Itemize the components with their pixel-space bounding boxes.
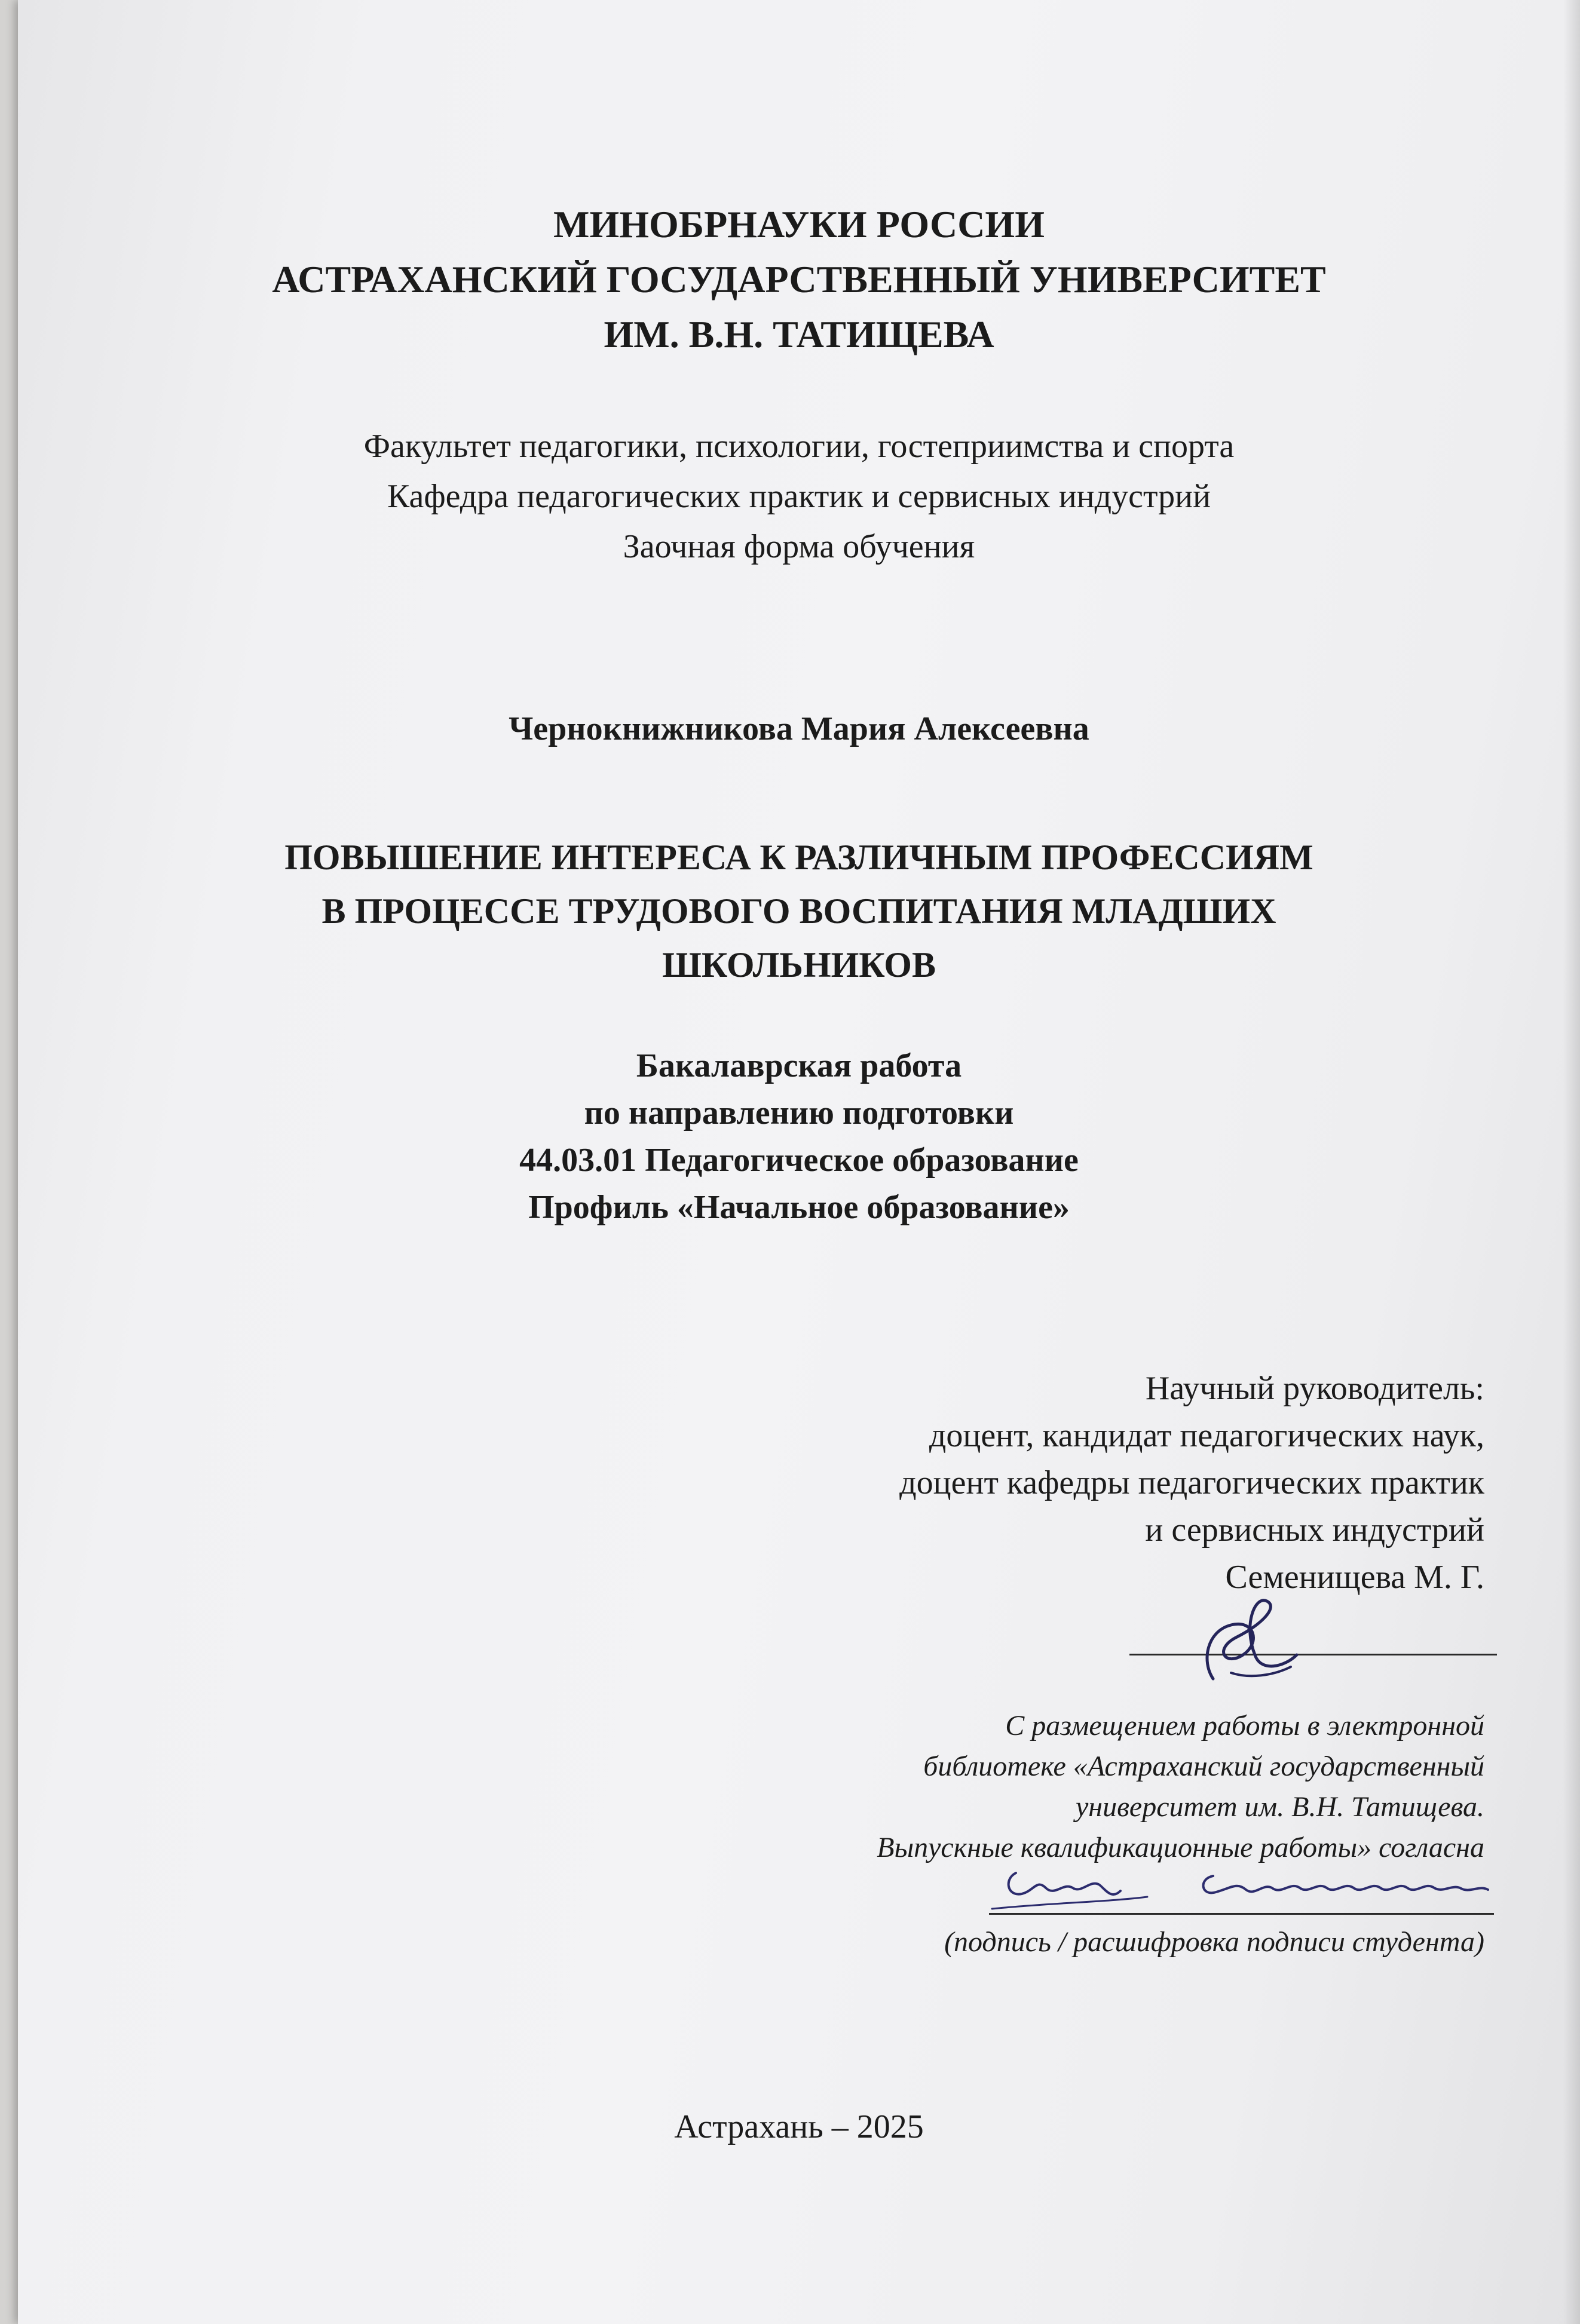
ministry-header	[18, 197, 1580, 362]
city-year: Астрахань – 2025	[674, 2108, 924, 2145]
supervisor-block	[899, 1365, 1484, 1601]
thesis-title-line: ПОВЫШЕНИЕ ИНТЕРЕСА К РАЗЛИЧНЫМ ПРОФЕССИЯМ	[284, 838, 1313, 877]
supervisor-name: Семенищева М. Г.	[1225, 1559, 1484, 1596]
supervisor-signature	[1189, 1589, 1321, 1697]
supervisor-line: и сервисных индустрий	[1145, 1511, 1484, 1549]
student-block	[18, 704, 1580, 754]
thesis-title	[18, 830, 1580, 992]
faculty-name: Факультет педагогики, психологии, гостеприимства и спорта	[363, 428, 1235, 465]
work-type-line: Бакалаврская работа	[636, 1047, 962, 1084]
department-info	[18, 421, 1580, 572]
signature-caption-block	[944, 1923, 1484, 1962]
chair-name: Кафедра педагогических практик и сервисных индустрий	[387, 478, 1211, 515]
title-page	[18, 0, 1580, 2324]
student-signature	[980, 1855, 1518, 1921]
university-name: АСТРАХАНСКИЙ ГОСУДАРСТВЕННЫЙ УНИВЕРСИТЕТ	[272, 258, 1326, 301]
consent-block	[877, 1706, 1484, 1868]
consent-line: библиотеке «Астраханский государственный	[923, 1750, 1484, 1782]
university-named-after: ИМ. В.Н. ТАТИЩЕВА	[604, 313, 994, 355]
thesis-title-line: В ПРОЦЕССЕ ТРУДОВОГО ВОСПИТАНИЯ МЛАДШИХ	[321, 891, 1276, 931]
student-name: Чернокнижникова Мария Алексеевна	[509, 710, 1089, 747]
supervisor-line: доцент, кандидат педагогических наук,	[929, 1417, 1484, 1454]
consent-line: С размещением работы в электронной	[1005, 1710, 1484, 1742]
footer-block	[18, 2103, 1580, 2151]
supervisor-line: Научный руководитель:	[1145, 1370, 1484, 1407]
consent-line: университет им. В.Н. Татищева.	[1075, 1791, 1484, 1823]
work-type-line: Профиль «Начальное образование»	[528, 1189, 1070, 1226]
signature-caption: (подпись / расшифровка подписи студента)	[944, 1926, 1484, 1958]
work-type	[18, 1043, 1580, 1231]
ministry-name: МИНОБРНАУКИ РОССИИ	[553, 203, 1045, 246]
work-type-line: по направлению подготовки	[584, 1094, 1014, 1132]
thesis-title-line: ШКОЛЬНИКОВ	[662, 945, 936, 985]
work-type-line: 44.03.01 Педагогическое образование	[519, 1142, 1079, 1179]
supervisor-line: доцент кафедры педагогических практик	[899, 1464, 1484, 1501]
consent-line: Выпускные квалификационные работы» согласна	[877, 1832, 1484, 1863]
study-form: Заочная форма обучения	[623, 528, 975, 565]
